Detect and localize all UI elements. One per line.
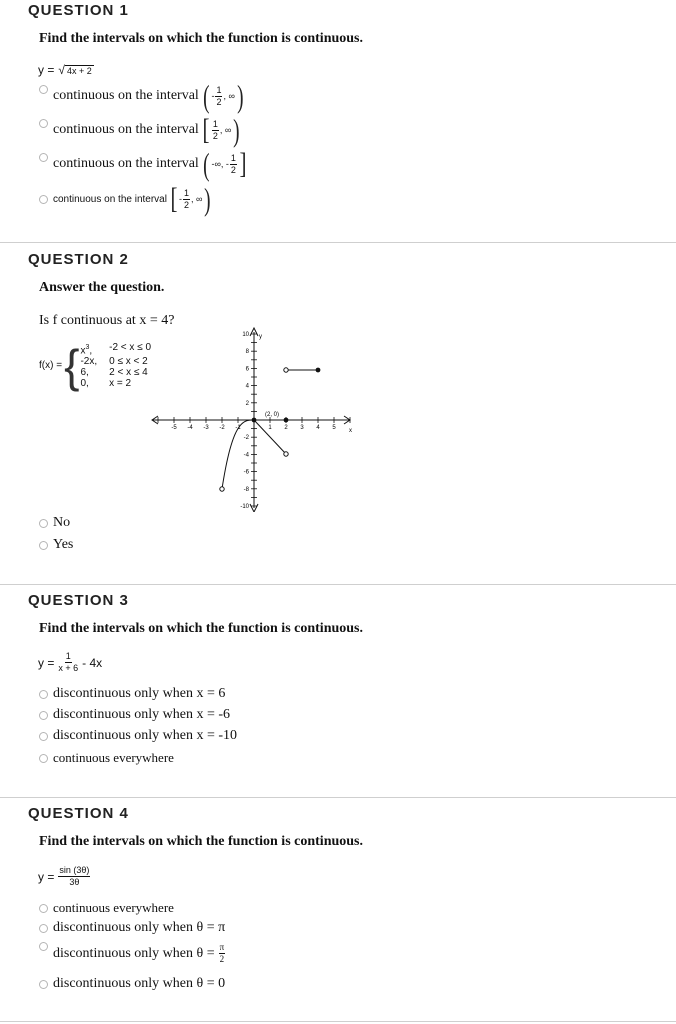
interval-open: [ [202,113,210,146]
piece-expr: 0, [80,378,89,390]
y-tick-label: 2 [245,400,249,407]
frac-num: 1 [65,651,71,661]
y-axis-label: y [259,334,262,340]
frac-den: 2 [230,164,236,175]
frac-den: 2 [216,96,222,107]
question-4-function [38,866,94,887]
option-label: discontinuous only when x = 6 [53,686,226,701]
x-tick-label: -3 [203,425,209,431]
piece-row [80,342,155,356]
q1-option-3[interactable] [39,148,248,180]
open-point [284,368,288,372]
sign: - [211,91,215,101]
open-point [284,452,288,456]
piece-cond: -2 < x ≤ 0 [109,342,152,353]
interval-close: ) [233,112,240,148]
closed-point [252,418,257,423]
y-tick-label: -4 [243,452,249,459]
option-label: continuous everywhere [53,750,174,765]
q1-option-4[interactable] [39,183,213,215]
question-2-title: QUESTION 2 [28,251,129,268]
frac-den: x + 6 [58,663,79,673]
radio-button[interactable] [39,119,48,128]
piecewise-function [39,339,155,392]
option-label: discontinuous only when θ = 0 [53,976,226,991]
x-axis-label: x [349,428,352,434]
function-lhs: y = [38,63,55,77]
piece-comma: , [89,345,93,357]
closed-point [284,418,289,423]
piece-expr: -2x, [80,356,98,368]
piece-expr: x [80,345,86,357]
y-tick-label: 4 [245,383,249,390]
radio-button[interactable] [39,541,48,550]
sqrt-icon: √ [58,63,65,77]
interval-close: ) [237,78,244,114]
frac-den: 3θ [69,877,80,887]
q4-option-2[interactable] [39,920,225,936]
option-label: Yes [53,537,74,552]
y-tick-label: -2 [243,435,249,442]
interval-right: , ∞ [219,125,232,135]
interval-close: ) [204,181,211,217]
divider [0,242,676,243]
frac-num: 1 [212,118,218,129]
q1-option-2[interactable] [39,114,242,146]
y-tick-label: -8 [243,486,249,493]
q2-option-no[interactable] [39,515,70,531]
frac-num: 1 [230,152,236,163]
y-tick-label: -6 [243,469,249,476]
question-3-function [38,652,102,673]
q4-option-4[interactable] [39,976,225,992]
option-label: No [53,515,71,530]
piece-expr: 6, [80,367,89,379]
radio-button[interactable] [39,754,48,763]
radio-button[interactable] [39,924,48,933]
question-1-prompt: Find the intervals on which the function is continuous. [39,31,363,46]
piece-cond: 0 ≤ x < 2 [109,356,148,368]
option-label: discontinuous only when θ = π [53,920,226,935]
x-tick-label: -1 [235,425,241,431]
question-3-title: QUESTION 3 [28,592,129,609]
question-2-prompt: Answer the question. [39,280,165,295]
option-label: discontinuous only when x = -6 [53,707,231,722]
radio-button[interactable] [39,732,48,741]
closed-point [316,368,321,373]
q3-option-3[interactable] [39,728,237,744]
frac-den: 2 [212,130,218,141]
piecewise-graph [150,326,360,512]
question-3-prompt: Find the intervals on which the function is continuous. [39,621,363,636]
frac-den: 2 [219,954,225,964]
x-tick-label: -4 [187,425,193,431]
question-4-prompt: Find the intervals on which the function is continuous. [39,834,363,849]
divider [0,584,676,585]
piece-row [80,356,155,367]
q1-option-1[interactable] [39,80,246,112]
option-label: continuous on the interval [53,88,199,103]
piece-row [80,367,155,378]
brace-icon: { [64,339,80,392]
piece-row [80,378,155,389]
frac-num: sin (3θ) [59,865,90,875]
interval-right: , ∞ [223,91,235,101]
interval-right: , ∞ [190,194,203,204]
function-lhs: y = [38,655,55,670]
sign: - [178,194,182,204]
radio-button[interactable] [39,153,48,162]
option-label: continuous on the interval [53,193,167,205]
option-label: continuous on the interval [53,122,199,137]
open-point [220,487,224,491]
radio-button[interactable] [39,980,48,989]
function-rest: - 4x [82,655,103,670]
fx-label: f(x) = [39,360,63,372]
q4-option-1[interactable] [39,900,174,916]
question-1-title: QUESTION 1 [28,2,129,19]
frac-num: 1 [216,84,222,95]
frac-num: 1 [183,187,189,198]
question-2-text: Is f continuous at x = 4? [39,313,175,328]
x-tick-label: 4 [316,425,320,431]
radio-button[interactable] [39,711,48,720]
y-tick-label: 6 [245,366,249,373]
divider [0,1021,676,1022]
y-tick-label: 10 [242,332,249,338]
interval-open: ( [202,146,210,182]
piecewise-table [80,342,155,389]
piece-cond: 2 < x ≤ 4 [109,367,148,379]
interval-left: -∞, - [211,159,229,169]
radio-button[interactable] [39,942,48,951]
x-tick-label: 3 [300,425,304,431]
interval-close: ] [239,147,247,180]
question-4-title: QUESTION 4 [28,805,129,822]
function-lhs: y = [38,869,55,884]
option-label: discontinuous only when θ = [53,945,215,961]
q3-option-4[interactable] [39,750,174,766]
q3-option-1[interactable] [39,686,225,702]
radio-button[interactable] [39,690,48,699]
option-label: continuous everywhere [53,900,174,915]
x-tick-label: 2 [284,425,288,431]
q3-option-2[interactable] [39,707,230,723]
x-tick-label: -2 [219,425,225,431]
radio-button[interactable] [39,195,48,204]
point-label: (2, 0) [265,412,280,418]
piece-exponent: 3 [85,344,90,351]
y-tick-label: 8 [245,349,249,356]
piece-cond: x = 2 [109,378,132,390]
q4-option-3[interactable] [39,943,226,964]
interval-open: [ [170,182,178,215]
x-tick-label: -5 [171,425,177,431]
radio-button[interactable] [39,85,48,94]
frac-num: π [219,942,225,952]
interval-open: ( [202,78,210,114]
frac-den: 2 [183,199,189,210]
radicand: 4x + 2 [66,65,92,76]
option-label: continuous on the interval [53,156,199,171]
radio-button[interactable] [39,904,48,913]
x-tick-label: 1 [268,425,272,431]
y-tick-label: -10 [240,504,249,510]
x-tick-label: 5 [332,425,336,431]
question-1-function [38,63,94,77]
q2-option-yes[interactable] [39,537,73,553]
radio-button[interactable] [39,519,48,528]
option-label: discontinuous only when x = -10 [53,728,238,743]
divider [0,797,676,798]
